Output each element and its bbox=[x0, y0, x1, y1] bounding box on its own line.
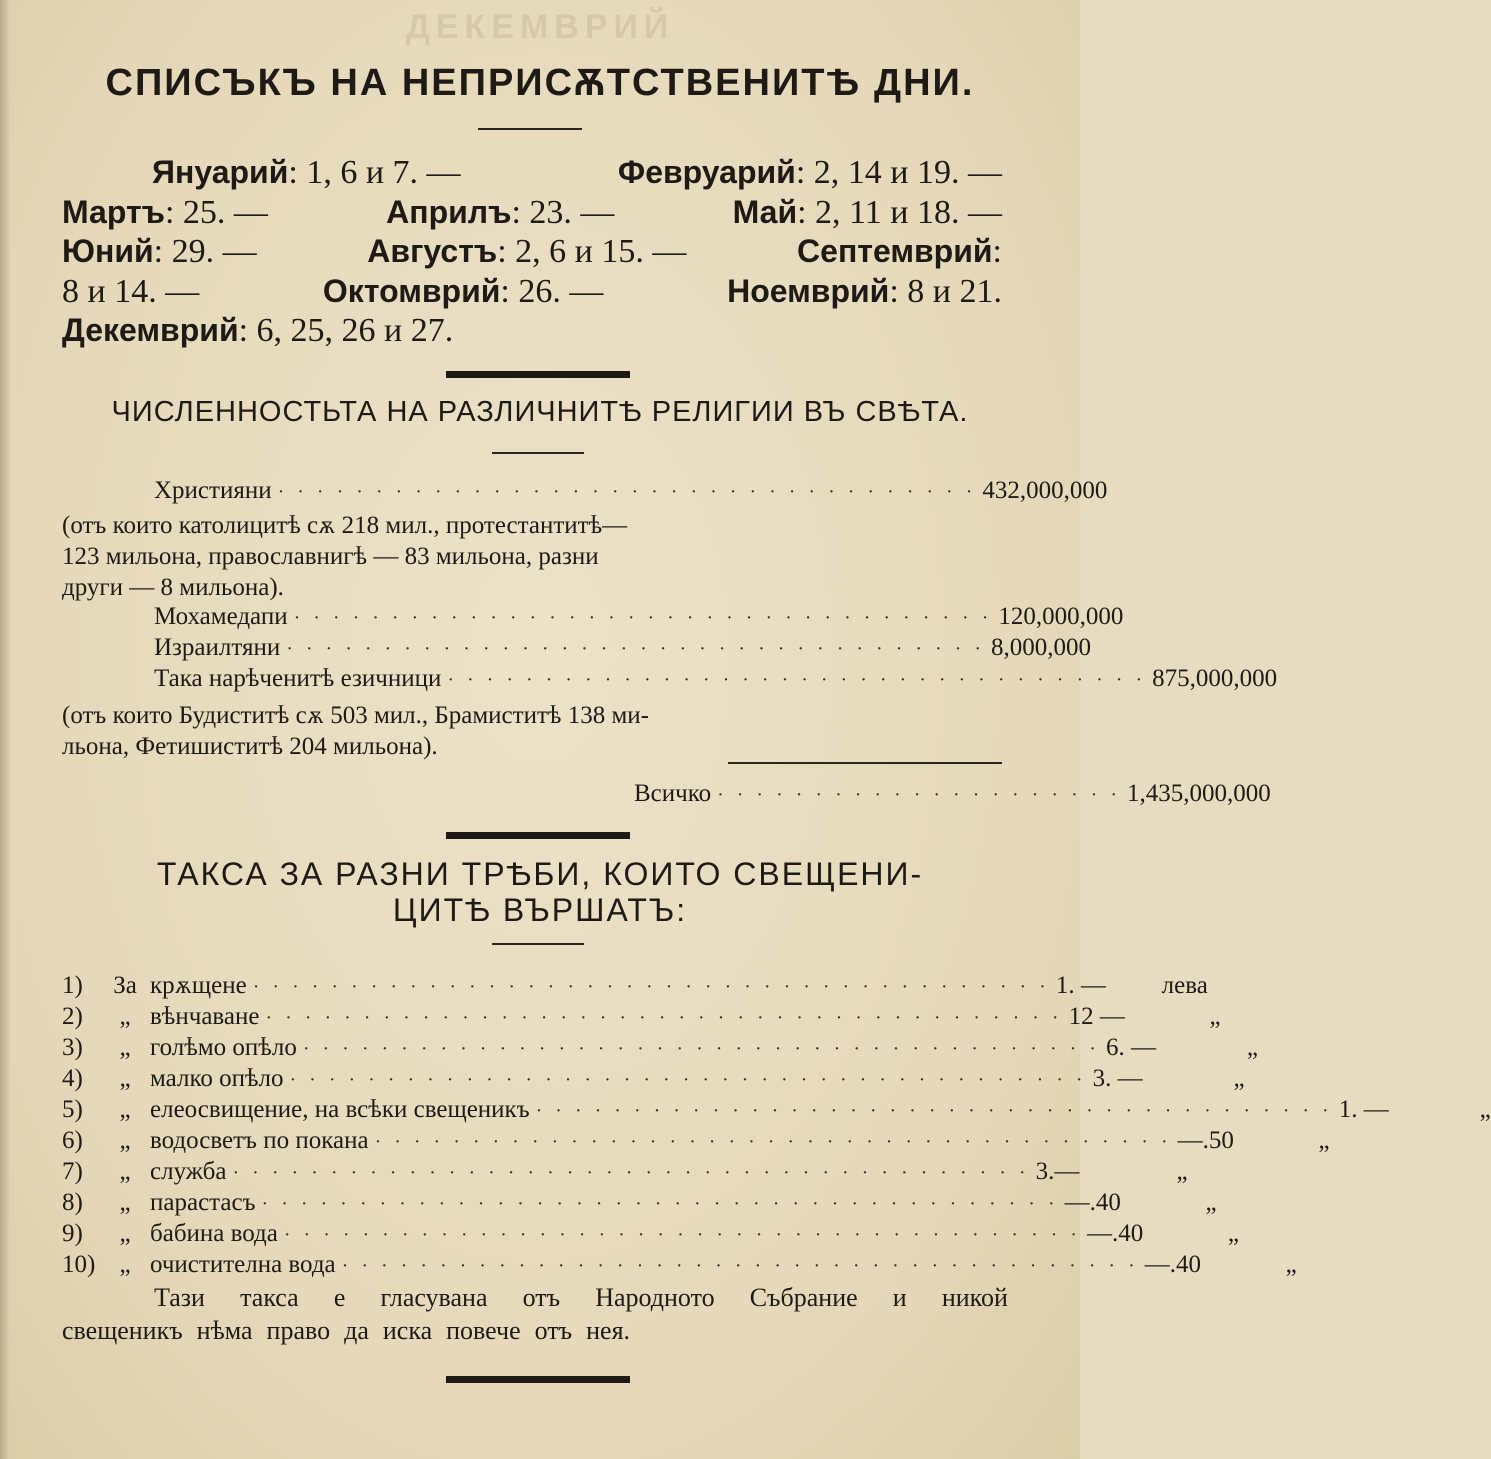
month-name: Мартъ bbox=[62, 193, 165, 230]
word: свещеникъ bbox=[62, 1316, 183, 1345]
word: такса bbox=[240, 1283, 299, 1312]
fee-price: —.40 bbox=[1064, 1189, 1121, 1216]
month-name: Януарий bbox=[152, 154, 289, 190]
holiday-line bbox=[62, 272, 1002, 312]
fee-service: вѣнчаване bbox=[150, 1003, 260, 1030]
word: повече bbox=[446, 1316, 521, 1345]
fee-number: 6) bbox=[62, 1127, 83, 1154]
holidays-list bbox=[62, 153, 1002, 351]
fee-number: 3) bbox=[62, 1034, 83, 1061]
fee-service: елеосвищение, на всѣки свещеникъ bbox=[150, 1096, 530, 1123]
fee-service: бабина вода bbox=[150, 1220, 278, 1247]
leader-dots: · · · · · · · · · · · · · · · · · · · · · · · · · · · · · · · · · · · · bbox=[277, 481, 977, 503]
fee-price: 12 — bbox=[1068, 1003, 1125, 1030]
month-name: Октомврий bbox=[322, 272, 501, 309]
fee-prefix: „ bbox=[119, 1127, 131, 1154]
fee-row bbox=[62, 1003, 1221, 1034]
fee-row bbox=[62, 1096, 1491, 1127]
fee-prefix: За bbox=[113, 972, 137, 999]
note-line bbox=[62, 510, 834, 541]
note-text: 123 мильона, православнигѣ — 83 мильона, разни bbox=[62, 543, 599, 570]
fee-prefix: „ bbox=[119, 1158, 131, 1185]
note-text: (отъ които католицитѣ сѫ 218 мил., протестантитѣ— bbox=[62, 512, 628, 539]
fee-price: 1. — bbox=[1055, 972, 1106, 999]
fee-price: —.50 bbox=[1177, 1127, 1234, 1154]
leader-dots: · · · · · · · · · · · · · · · · · · · · · · · · · · · · · · · · · · · · · · · · · bbox=[341, 1255, 1139, 1277]
month-name: Априлъ bbox=[386, 193, 512, 230]
word: отъ bbox=[534, 1316, 573, 1345]
fee-unit: „ bbox=[1233, 1065, 1245, 1092]
fee-prefix: „ bbox=[119, 1251, 131, 1278]
fee-number: 9) bbox=[62, 1220, 83, 1247]
note-line bbox=[62, 541, 834, 572]
fee-prefix: „ bbox=[119, 1003, 131, 1030]
title-underline bbox=[478, 128, 582, 130]
note-line bbox=[62, 731, 842, 762]
month-days: : 23. — bbox=[511, 193, 615, 231]
total-value: 1,435,000,000 bbox=[1126, 780, 1271, 807]
fee-number: 4) bbox=[62, 1065, 83, 1092]
fee-row bbox=[62, 1220, 1239, 1251]
closing-line-2 bbox=[62, 1314, 1008, 1347]
fee-number: 2) bbox=[62, 1003, 83, 1030]
month-name: Юний bbox=[62, 233, 154, 269]
fee-row bbox=[62, 1251, 1297, 1282]
fee-service: водосветъ по покана bbox=[150, 1127, 369, 1154]
month-days: : 6, 25, 26 и 27. bbox=[238, 312, 454, 349]
month-days: 8 и 14. — bbox=[62, 272, 200, 310]
leader-dots: · · · · · · · · · · · · · · · · · · · · · · · · · · · · · · · · · · · · · · · · · bbox=[302, 1038, 1100, 1060]
religion-value: 432,000,000 bbox=[982, 477, 1108, 504]
month-days: : 2, 6 и 15. — bbox=[497, 233, 687, 270]
fees-title bbox=[60, 856, 1020, 928]
fee-row bbox=[62, 1034, 1258, 1065]
fee-service: малко опѣло bbox=[150, 1065, 284, 1092]
fee-unit: „ bbox=[1209, 1003, 1221, 1030]
word: нѣма bbox=[196, 1316, 253, 1345]
month-days: : 29. — bbox=[153, 233, 257, 270]
fee-unit: лева bbox=[1161, 972, 1208, 999]
fee-row bbox=[62, 1189, 1217, 1220]
month-days: : bbox=[992, 233, 1002, 270]
month-name: Ноемврий bbox=[727, 272, 890, 309]
leader-dots: · · · · · · · · · · · · · · · · · · · · · · · · · · · · · · · · · · · · · · · · · bbox=[261, 1193, 1059, 1215]
religion-row-total bbox=[634, 780, 1271, 808]
leader-dots: · · · · · · · · · · · · · · · · · · · · · · · · · · · · · · · · · · · · · · · · · bbox=[265, 1007, 1063, 1029]
fee-unit: „ bbox=[1318, 1127, 1330, 1154]
leader-dots: · · · · · · · · · · · · · · · · · · · · · · · · · · · · · · · · · · · · bbox=[293, 607, 993, 629]
fee-service: голѣмо опѣло bbox=[150, 1034, 297, 1061]
fees-title-line-1: ТАКСА ЗА РАЗНИ ТРѢБИ, КОИТО СВЕЩЕНИ- bbox=[156, 856, 924, 892]
pagans-note bbox=[62, 700, 842, 762]
fee-row bbox=[62, 972, 1208, 1003]
holiday-line bbox=[62, 311, 1002, 351]
note-line bbox=[62, 700, 842, 731]
fee-prefix: „ bbox=[119, 1065, 131, 1092]
leader-dots: · · · · · · · · · · · · · · · · · · · · · · · · · · · · · · · · · · · · · · · · · bbox=[232, 1162, 1030, 1184]
leader-dots: · · · · · · · · · · · · · · · · · · · · · · · · · · · · · · · · · · · · bbox=[286, 638, 985, 660]
fee-prefix: „ bbox=[119, 1034, 131, 1061]
total-label: Всичко bbox=[634, 780, 712, 807]
closing-line-1 bbox=[62, 1281, 1008, 1314]
religion-value: 875,000,000 bbox=[1152, 665, 1278, 692]
word: нея. bbox=[586, 1316, 631, 1345]
leader-dots: · · · · · · · · · · · · · · · · · · · · · · · · · · · · · · · · · · · · · · · · · bbox=[535, 1100, 1333, 1122]
book-spine bbox=[0, 0, 10, 1459]
leader-dots: · · · · · · · · · · · · · · · · · · · · · · · · · · · · · · · · · · · · · · · · · bbox=[283, 1224, 1081, 1246]
leader-dots: · · · · · · · · · · · · · · · · · · · · · · · · · · · · · · · · · · · · · · · · · bbox=[252, 976, 1050, 998]
holiday-line bbox=[62, 232, 1002, 272]
fee-unit: „ bbox=[1176, 1158, 1188, 1185]
fee-number: 1) bbox=[62, 972, 83, 999]
month-days: : 1, 6 и 7. — bbox=[288, 154, 461, 191]
fee-row bbox=[62, 1065, 1245, 1096]
fee-row bbox=[62, 1158, 1188, 1189]
religion-row-jews bbox=[154, 634, 1091, 662]
fee-price: 6. — bbox=[1105, 1034, 1156, 1061]
word: и bbox=[892, 1283, 907, 1312]
fee-row bbox=[62, 1127, 1330, 1158]
religion-label: Така нарѣченитѣ езичници bbox=[154, 665, 442, 692]
word: иска bbox=[382, 1316, 433, 1345]
fee-price: 1. — bbox=[1338, 1096, 1389, 1123]
month-name: Августъ bbox=[367, 233, 498, 269]
month-days: : 8 и 21. bbox=[889, 272, 1002, 310]
holiday-line bbox=[62, 153, 1002, 193]
section-divider bbox=[446, 371, 630, 378]
section-divider bbox=[446, 1376, 630, 1383]
month-name: Септемврий bbox=[797, 233, 993, 269]
month-name: Декемврий bbox=[62, 312, 239, 348]
word: гласувана bbox=[380, 1283, 488, 1312]
holidays-title: СПИСЪКЪ НА НЕПРИСѪТСТВЕНИТѢ ДНИ. bbox=[105, 62, 975, 104]
word: право bbox=[266, 1316, 331, 1345]
leader-dots: · · · · · · · · · · · · · · · · · · · · · · · · · · · · · · · · · · · · · · · · · bbox=[374, 1131, 1172, 1153]
note-text: други — 8 мильона). bbox=[62, 574, 284, 601]
religion-row-muslims bbox=[154, 603, 1124, 631]
fee-number: 5) bbox=[62, 1096, 83, 1123]
fee-price: —.40 bbox=[1144, 1251, 1201, 1278]
religion-label: Християни bbox=[154, 477, 272, 504]
fee-unit: „ bbox=[1285, 1251, 1297, 1278]
religion-value: 8,000,000 bbox=[991, 634, 1091, 661]
fee-prefix: „ bbox=[119, 1096, 131, 1123]
fee-price: 3. — bbox=[1092, 1065, 1143, 1092]
word: отъ bbox=[522, 1283, 561, 1312]
religion-row-pagans bbox=[154, 665, 1278, 693]
note-line bbox=[62, 572, 834, 603]
month-days: : 26. — bbox=[500, 272, 604, 310]
holiday-line bbox=[62, 193, 1002, 233]
religion-value: 120,000,000 bbox=[998, 603, 1124, 630]
fees-title-line-2: ЦИТѢ ВЪРШАТЪ: bbox=[392, 892, 688, 928]
month-name: Май bbox=[732, 193, 798, 230]
title-underline bbox=[492, 943, 584, 945]
fee-unit: „ bbox=[1205, 1189, 1217, 1216]
month-days: : 2, 14 и 19. — bbox=[795, 154, 1002, 191]
word: никой bbox=[941, 1283, 1008, 1312]
fee-price: 3.— bbox=[1035, 1158, 1080, 1185]
month-days: : 2, 11 и 18. — bbox=[797, 193, 1002, 231]
religions-title: ЧИСЛЕННОСТЬТА НА РАЗЛИЧНИТѢ РЕЛИГИИ ВЪ СВѢТА. bbox=[111, 396, 969, 428]
sum-line bbox=[728, 762, 1002, 764]
bleed-through-header: ДЕКЕМВРИЙ bbox=[405, 8, 675, 46]
fee-number: 7) bbox=[62, 1158, 83, 1185]
section-divider bbox=[446, 832, 630, 839]
christians-note bbox=[62, 510, 834, 603]
fee-service: очистителна вода bbox=[150, 1251, 336, 1278]
note-text: (отъ които Будиститѣ сѫ 503 мил., Брамиститѣ 138 ми- bbox=[62, 702, 649, 729]
word: Тази bbox=[154, 1283, 205, 1312]
fee-price: —.40 bbox=[1086, 1220, 1144, 1247]
fee-service: служба bbox=[150, 1158, 227, 1185]
leader-dots: · · · · · · · · · · · · · · · · · · · · · · · · · · · · · · · · · · · · bbox=[447, 669, 1147, 691]
month-name: Февруарий bbox=[617, 154, 796, 190]
religion-label: Мохамедапи bbox=[154, 603, 288, 630]
religion-label: Израилтяни bbox=[154, 634, 281, 661]
note-text: льона, Фетишиститѣ 204 мильона). bbox=[62, 733, 438, 760]
leader-dots: · · · · · · · · · · · · · · · · · · · · · · · · · · · · · · · · · · · · · · · · · bbox=[289, 1069, 1087, 1091]
religion-row-christians bbox=[154, 477, 1108, 505]
fee-unit: „ bbox=[1227, 1220, 1239, 1247]
fee-unit: „ bbox=[1479, 1096, 1491, 1123]
fee-prefix: „ bbox=[119, 1189, 131, 1216]
word: да bbox=[344, 1316, 369, 1345]
fee-number: 8) bbox=[62, 1189, 83, 1216]
title-underline bbox=[492, 452, 584, 454]
fee-number: 10) bbox=[62, 1251, 96, 1278]
word: Събрание bbox=[749, 1283, 858, 1312]
leader-dots: · · · · · · · · · · · · · · · · · · · · · bbox=[717, 784, 1121, 806]
fee-unit: „ bbox=[1246, 1034, 1258, 1061]
word: е bbox=[333, 1283, 346, 1312]
closing-note bbox=[62, 1281, 1008, 1347]
month-days: : 25. — bbox=[164, 193, 268, 231]
word: Народното bbox=[595, 1283, 715, 1312]
fee-service: крѫщене bbox=[150, 972, 247, 999]
fee-prefix: „ bbox=[119, 1220, 131, 1247]
fee-service: парастасъ bbox=[150, 1189, 256, 1216]
